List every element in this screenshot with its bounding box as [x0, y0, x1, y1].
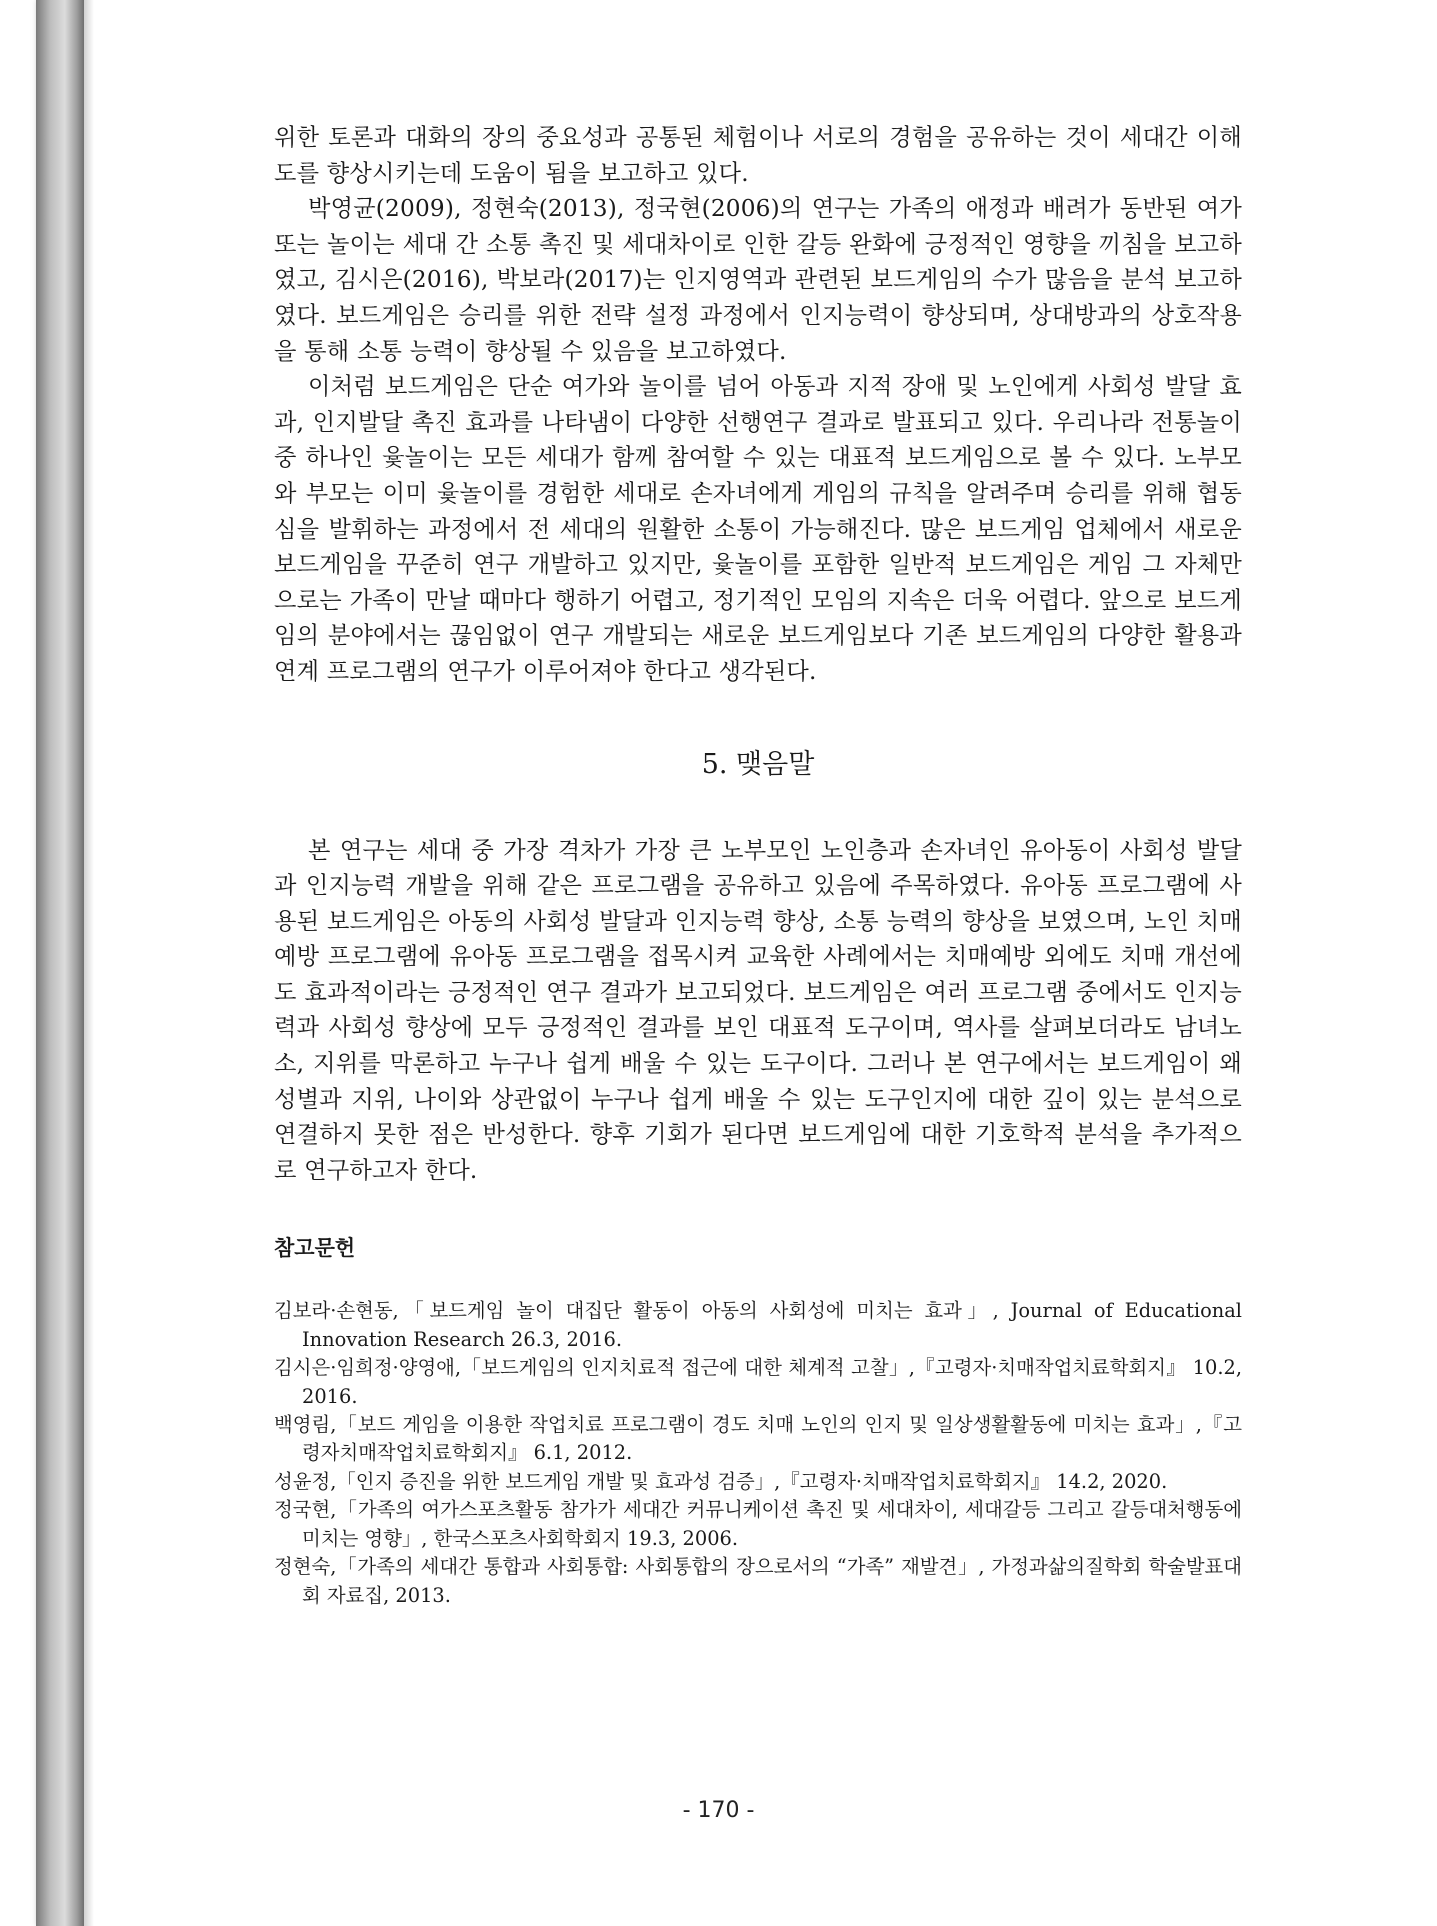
reference-item: 백영림,「보드 게임을 이용한 작업치료 프로그램이 경도 치매 노인의 인지 및 일상생활활동에 미치는 효과」,『고령자치매작업치료학회지』 6.1, 2012. — [274, 1413, 1242, 1465]
body-paragraph: 박영균(2009), 정현숙(2013), 정국현(2006)의 연구는 가족의 애정과 배려가 동반된 여가 또는 놀이는 세대 간 소통 촉진 및 세대차이로 인한 갈등 완화에 긍정적인 영향을 끼침을 보고하였고, 김시은(2016), 박보라(2017)는 인지영역과 관련된 보드게임의 수가 많음을 분석 보고하였다. 보드게임은 승리를 위한 전략 설정 과정에서 인지능력이 향상되며, 상대방과의 상호작용을 통해 소통 능력이 향상될 수 있음을 보고하였다. — [274, 195, 1242, 365]
page-edge-shadow — [84, 0, 94, 1926]
conclusion-paragraph: 본 연구는 세대 중 가장 격차가 가장 큰 노부모인 노인층과 손자녀인 유아동이 사회성 발달과 인지능력 개발을 위해 같은 프로그램을 공유하고 있음에 주목하였다. 유아동 프로그램에 사용된 보드게임은 아동의 사회성 발달과 인지능력 향상, 소통 능력의 향상을 보였으며, 노인 치매예방 프로그램에 유아동 프로그램을 접목시켜 교육한 사례에서는 치매예방 외에도 치매 개선에도 효과적이라는 긍정적인 연구 결과가 보고되었다. 보드게임은 여러 프로그램 중에서도 인지능력과 사회성 향상에 모두 긍정적인 결과를 보인 대표적 도구이며, 역사를 살펴보더라도 남녀노소, 지위를 막론하고 누구나 쉽게 배울 수 있는 도구이다. 그러나 본 연구에서는 보드게임이 왜 성별과 지위, 나이와 상관없이 누구나 쉽게 배울 수 있는 도구인지에 대한 깊이 있는 분석으로 연결하지 못한 점은 반성한다. 향후 기회가 된다면 보드게임에 대한 기호학적 분석을 추가적으로 연구하고자 한다. — [274, 836, 1242, 1184]
page-content — [274, 120, 1242, 1610]
body-paragraph: 위한 토론과 대화의 장의 중요성과 공통된 체험이나 서로의 경험을 공유하는 것이 세대간 이해도를 향상시키는데 도움이 됨을 보고하고 있다. — [274, 124, 1242, 187]
reference-item: 성윤정,「인지 증진을 위한 보드게임 개발 및 효과성 검증」,『고령자·치매작업치료학회지』 14.2, 2020. — [274, 1469, 1168, 1493]
references-list — [274, 1297, 1242, 1609]
body-paragraph: 이처럼 보드게임은 단순 여가와 놀이를 넘어 아동과 지적 장애 및 노인에게 사회성 발달 효과, 인지발달 촉진 효과를 나타냄이 다양한 선행연구 결과로 발표되고 있다. 우리나라 전통놀이 중 하나인 윷놀이는 모든 세대가 함께 참여할 수 있는 대표적 보드게임으로 볼 수 있다. 노부모와 부모는 이미 윷놀이를 경험한 세대로 손자녀에게 게임의 규칙을 알려주며 승리를 위해 협동심을 발휘하는 과정에서 전 세대의 원활한 소통이 가능해진다. 많은 보드게임 업체에서 새로운 보드게임을 꾸준히 연구 개발하고 있지만, 윷놀이를 포함한 일반적 보드게임은 게임 그 자체만으로는 가족이 만날 때마다 행하기 어렵고, 정기적인 모임의 지속은 더욱 어렵다. 앞으로 보드게임의 분야에서는 끊임없이 연구 개발되는 새로운 보드게임보다 기존 보드게임의 다양한 활용과 연계 프로그램의 연구가 이루어져야 한다고 생각된다. — [274, 373, 1242, 685]
reference-item: 정현숙,「가족의 세대간 통합과 사회통합: 사회통합의 장으로서의 “가족” 재발견」, 가정과삶의질학회 학술발표대회 자료집, 2013. — [274, 1555, 1242, 1607]
book-spine — [36, 0, 84, 1926]
references-heading: 참고문헌 — [274, 1236, 356, 1261]
page-number: - 170 - — [682, 1798, 755, 1823]
reference-item: 김보라·손현동,「보드게임 놀이 대집단 활동이 아동의 사회성에 미치는 효과」, Journal of Educational Innovation Research 26.3, 2016. — [274, 1299, 1242, 1351]
reference-item: 김시은·임희정·양영애,「보드게임의 인지치료적 접근에 대한 체계적 고찰」,『고령자·치매작업치료학회지』 10.2, 2016. — [274, 1356, 1242, 1408]
reference-item: 정국현,「가족의 여가스포츠활동 참가가 세대간 커뮤니케이션 촉진 및 세대차이, 세대갈등 그리고 갈등대처행동에 미치는 영향」, 한국스포츠사회학회지 19.3, 2006. — [274, 1498, 1242, 1550]
section-heading: 5. 맺음말 — [701, 748, 815, 780]
